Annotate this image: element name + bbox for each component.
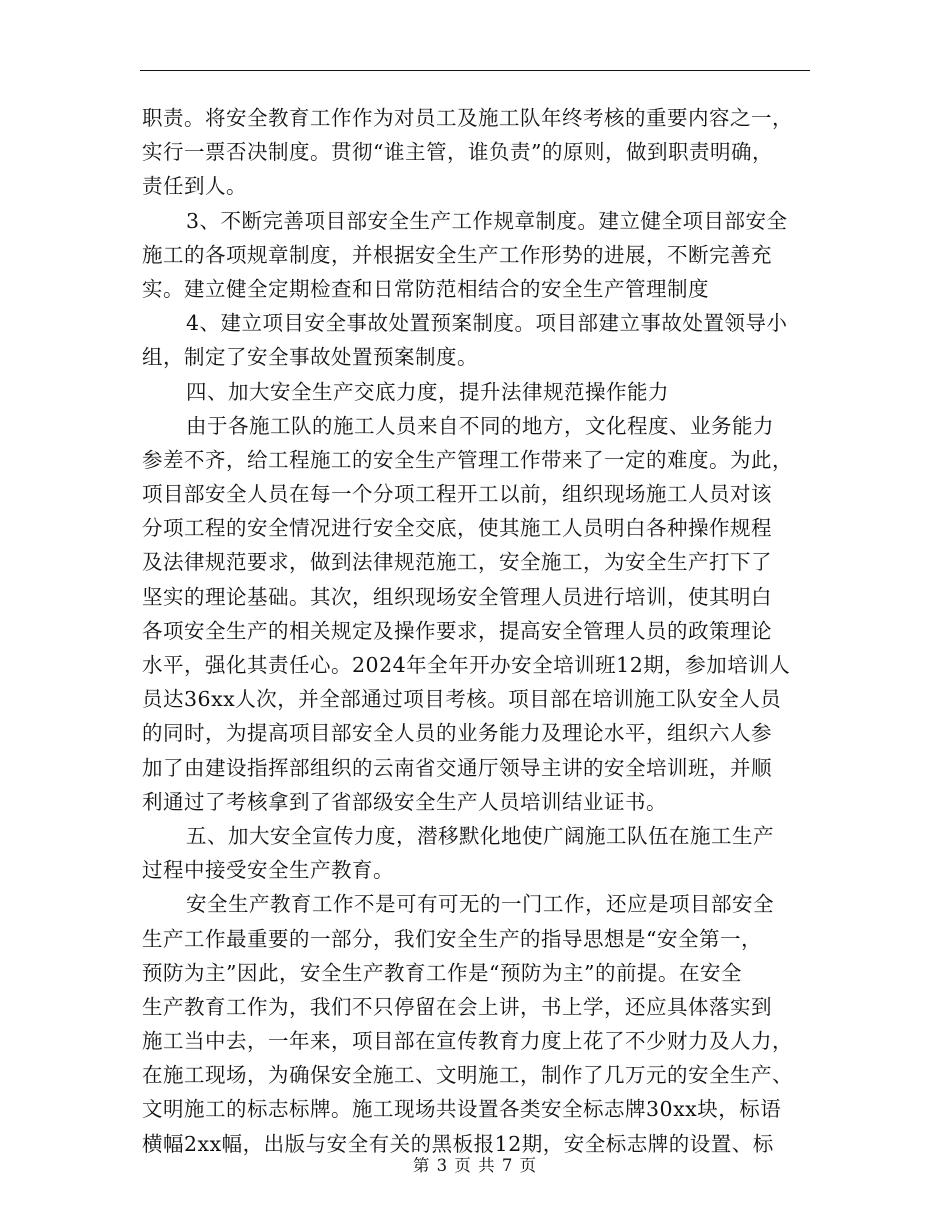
text-line: 项目部安全人员在每一个分项工程开工以前，组织现场施工人员对该 xyxy=(142,482,772,507)
text-line: 员达36xx人次，并全部通过项目考核。项目部在培训施工队安全人员 xyxy=(142,687,782,712)
text-line: 职责。将安全教育工作作为对员工及施工队年终考核的重要内容之一， xyxy=(142,106,793,130)
text-line: 的同时，为提高项目部安全人员的业务能力及理论水平，组织六人参 xyxy=(142,721,772,746)
text-line: 实。建立健全定期检查和日常防范相结合的安全生产管理制度 xyxy=(142,276,709,301)
text-line: 生产教育工作为，我们不只停留在会上讲，书上学，还应具体落实到 xyxy=(142,994,772,1019)
text-line: 责任到人。 xyxy=(142,174,247,199)
text-line: 分项工程的安全情况进行安全交底，使其施工人员明白各种操作规程 xyxy=(142,516,772,541)
text-line: 由于各施工队的施工人员来自不同的地方，文化程度、业务能力 xyxy=(186,413,774,438)
header-rule xyxy=(140,70,810,71)
text-line: 施工当中去，一年来，项目部在宣传教育力度上花了不少财力及人力， xyxy=(142,1029,793,1054)
text-line: 在施工现场，为确保安全施工、文明施工，制作了几万元的安全生产、 xyxy=(142,1063,793,1088)
text-line: 水平，强化其责任心。2024年全年开办安全培训班12期，参加培训人 xyxy=(142,653,791,677)
text-line: 文明施工的标志标牌。施工现场共设置各类安全标志牌30xx块，标语 xyxy=(142,1097,782,1122)
text-line: 利通过了考核拿到了省部级安全生产人员培训结业证书。 xyxy=(142,789,667,814)
text-line: 生产工作最重要的一部分，我们安全生产的指导思想是“安全第一， xyxy=(142,926,762,951)
text-line: 四、加大安全生产交底力度，提升法律规范操作能力 xyxy=(186,379,669,404)
text-line: 过程中接受安全生产教育。 xyxy=(142,858,394,883)
text-line: 坚实的理论基础。其次，组织现场安全管理人员进行培训，使其明白 xyxy=(142,584,772,609)
text-line: 4、建立项目安全事故处置预案制度。项目部建立事故处置领导小 xyxy=(186,311,788,336)
text-line: 组，制定了安全事故处置预案制度。 xyxy=(142,345,478,370)
body-text xyxy=(142,101,810,1161)
text-line: 横幅2xx幅，出版与安全有关的黑板报12期，安全标志牌的设置、标 xyxy=(142,1131,774,1156)
text-line: 参差不齐，给工程施工的安全生产管理工作带来了一定的难度。为此， xyxy=(142,447,793,472)
text-line: 及法律规范要求，做到法律规范施工，安全施工，为安全生产打下了 xyxy=(142,550,772,575)
text-line: 施工的各项规章制度，并根据安全生产工作形势的进展，不断完善充 xyxy=(142,242,772,267)
text-line: 各项安全生产的相关规定及操作要求，提高安全管理人员的政策理论 xyxy=(142,618,772,643)
text-line: 加了由建设指挥部组织的云南省交通厅领导主讲的安全培训班，并顺 xyxy=(142,755,772,780)
text-line: 3、不断完善项目部安全生产工作规章制度。建立健全项目部安全 xyxy=(186,208,788,233)
text-line: 预防为主”因此，安全生产教育工作是“预防为主”的前提。在安全 xyxy=(142,960,742,985)
page-number-footer: 第 3 页 共 7 页 xyxy=(412,1156,538,1175)
text-line: 五、加大安全宣传力度，潜移默化地使广阔施工队伍在施工生产 xyxy=(186,823,774,848)
text-line: 安全生产教育工作不是可有可无的一门工作，还应是项目部安全 xyxy=(186,892,774,917)
text-line: 实行一票否决制度。贯彻“谁主管，谁负责”的原则，做到职责明确， xyxy=(142,140,773,165)
